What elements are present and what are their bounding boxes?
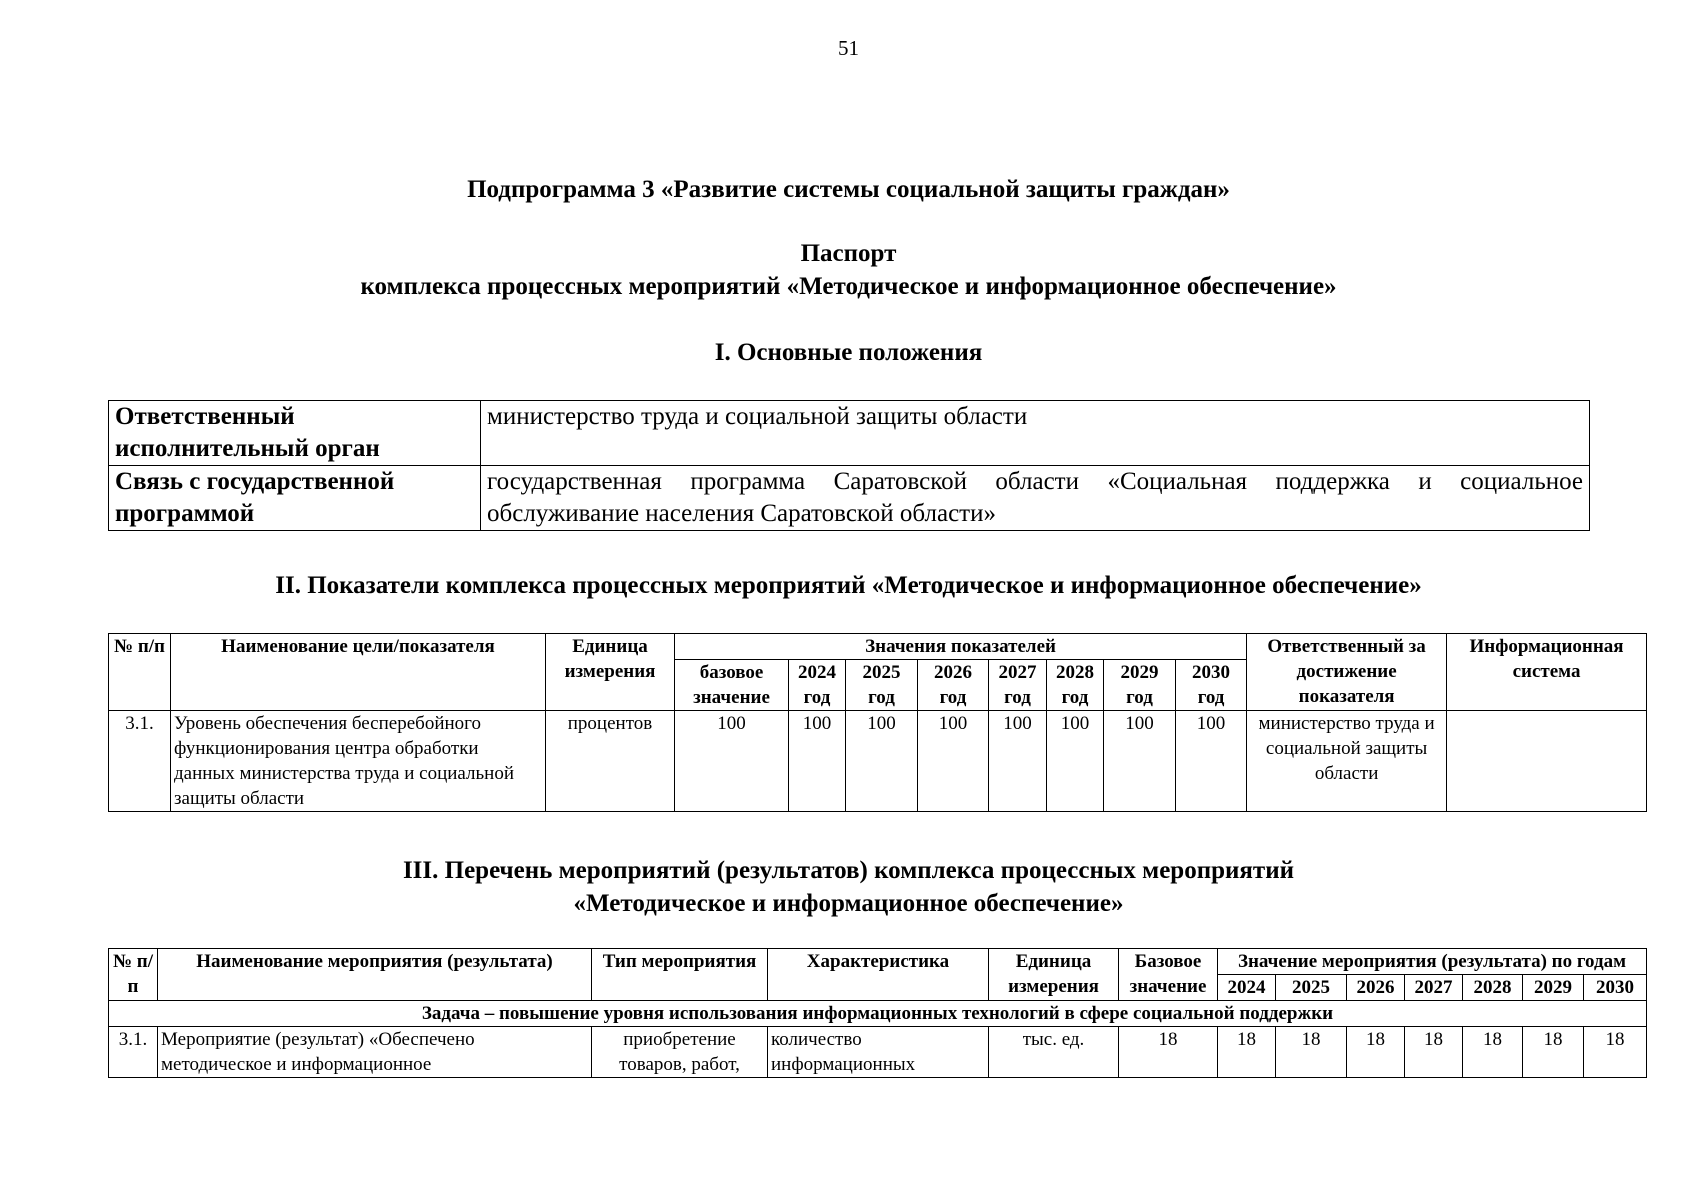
indicator-2030: 100 <box>1176 711 1247 812</box>
indicator-info-system <box>1447 711 1647 812</box>
measure-name: Мероприятие (результат) «Обеспечено методическое и информационное <box>158 1027 592 1078</box>
col-2030-header: 2030 <box>1584 975 1647 1001</box>
col-2025-header: 2025 <box>1276 975 1347 1001</box>
col-base-header: базовое значение <box>675 660 789 711</box>
measure-2027: 18 <box>1405 1027 1463 1078</box>
indicator-2025: 100 <box>846 711 918 812</box>
indicator-unit: процентов <box>546 711 675 812</box>
indicator-2029: 100 <box>1104 711 1176 812</box>
row-num: 3.1. <box>109 711 171 812</box>
col-name-header: Наименование цели/показателя <box>171 634 546 711</box>
col-2027-header: 2027 год <box>989 660 1047 711</box>
indicator-base: 100 <box>675 711 789 812</box>
page-number: 51 <box>838 36 859 60</box>
col-2029-header: 2029 год <box>1104 660 1176 711</box>
measure-2024: 18 <box>1218 1027 1276 1078</box>
col-type-header: Тип мероприятия <box>592 949 768 1001</box>
measure-2029: 18 <box>1523 1027 1584 1078</box>
section3-title-line2: «Методическое и информационное обеспечение» <box>573 890 1124 917</box>
col-num-header: № п/п <box>109 949 158 1001</box>
measure-2028: 18 <box>1463 1027 1523 1078</box>
measure-characteristic: количество информационных <box>768 1027 989 1078</box>
responsible-label: Ответственный исполнительный орган <box>109 401 481 466</box>
measure-2026: 18 <box>1347 1027 1405 1078</box>
section2-table <box>108 633 1647 812</box>
col-2026-header: 2026 <box>1347 975 1405 1001</box>
col-2025-header: 2025 год <box>846 660 918 711</box>
col-base-header: Базовое значение <box>1119 949 1218 1001</box>
col-2027-header: 2027 <box>1405 975 1463 1001</box>
col-num-header: № п/п <box>109 634 171 711</box>
program-link-label: Связь с государственной программой <box>109 466 481 531</box>
col-unit-header: Единица измерения <box>989 949 1119 1001</box>
indicator-responsible: министерство труда и социальной защиты области <box>1247 711 1447 812</box>
col-values-group-header: Значение мероприятия (результата) по годам <box>1218 949 1647 975</box>
indicator-2027: 100 <box>989 711 1047 812</box>
task-row <box>109 1001 1647 1027</box>
table-row <box>109 466 1590 531</box>
measure-base: 18 <box>1119 1027 1218 1078</box>
col-characteristic-header: Характеристика <box>768 949 989 1001</box>
indicator-2028: 100 <box>1047 711 1104 812</box>
col-values-group-header: Значения показателей <box>675 634 1247 660</box>
col-responsible-header: Ответственный за достижение показателя <box>1247 634 1447 711</box>
section3-title-line1: III. Перечень мероприятий (результатов) комплекса процессных мероприятий <box>402 857 1295 884</box>
section1-title: I. Основные положения <box>714 339 983 366</box>
section3-table <box>108 948 1647 1078</box>
table-row <box>109 401 1590 466</box>
table-row <box>109 711 1647 812</box>
indicator-2024: 100 <box>789 711 846 812</box>
measure-type: приобретение товаров, работ, <box>592 1027 768 1078</box>
col-2028-header: 2028 год <box>1047 660 1104 711</box>
col-info-system-header: Информационная система <box>1447 634 1647 711</box>
row-num: 3.1. <box>109 1027 158 1078</box>
col-2024-header: 2024 год <box>789 660 846 711</box>
indicator-name: Уровень обеспечения бесперебойного функционирования центра обработки данных министерства труда и социальной защиты области <box>171 711 546 812</box>
measure-unit: тыс. ед. <box>989 1027 1119 1078</box>
header-row <box>109 949 1647 975</box>
responsible-value: министерство труда и социальной защиты области <box>481 401 1590 466</box>
header-row <box>109 634 1647 660</box>
section2-title: II. Показатели комплекса процессных мероприятий «Методическое и информационное обеспечение» <box>275 572 1422 599</box>
col-2026-header: 2026 год <box>918 660 989 711</box>
table-row <box>109 1027 1647 1078</box>
col-2028-header: 2028 <box>1463 975 1523 1001</box>
col-name-header: Наименование мероприятия (результата) <box>158 949 592 1001</box>
col-2024-header: 2024 <box>1218 975 1276 1001</box>
col-2030-header: 2030 год <box>1176 660 1247 711</box>
measure-2025: 18 <box>1276 1027 1347 1078</box>
section1-table <box>108 400 1590 531</box>
measure-2030: 18 <box>1584 1027 1647 1078</box>
col-2029-header: 2029 <box>1523 975 1584 1001</box>
passport-subtitle: комплекса процессных мероприятий «Методическое и информационное обеспечение» <box>360 273 1337 300</box>
task-text: Задача – повышение уровня использования информационных технологий в сфере социальной поддержки <box>109 1001 1647 1027</box>
program-link-value: государственная программа Саратовской области «Социальная поддержка и социальное обслуживание населения Саратовской области» <box>481 466 1590 531</box>
indicator-2026: 100 <box>918 711 989 812</box>
col-unit-header: Единица измерения <box>546 634 675 711</box>
subprogram-title: Подпрограмма 3 «Развитие системы социальной защиты граждан» <box>467 176 1230 203</box>
passport-title: Паспорт <box>800 240 897 267</box>
